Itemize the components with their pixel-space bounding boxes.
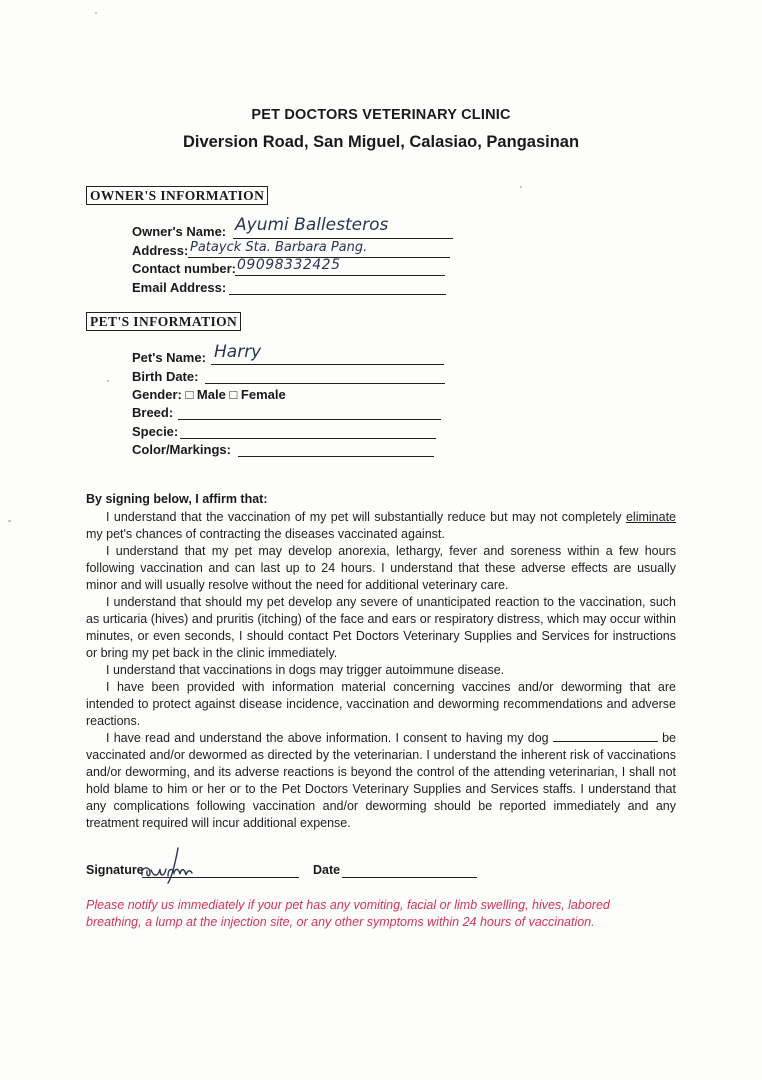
owner-email-label: Email Address: — [132, 280, 227, 295]
signature-stroke — [138, 843, 218, 885]
owner-name-label: Owner's Name: — [132, 224, 227, 239]
p6-end: be vaccinated and/or dewormed as directed by the veterinarian. I understand the inherent risk of vaccinations and/or deworming, and its adverse reactions is beyond the control of the attending veterinarian, I shall not hold blame to him or her or to the Pet Doctors Veterinary Supplies and Services staffs. I understand that any complications following vaccination and/or deworming should be reported immediately and any treatment required will incur additional expense. — [86, 731, 676, 830]
pet-name-value: Harry — [214, 342, 262, 362]
date-line — [342, 877, 477, 878]
pet-name-line — [211, 364, 444, 365]
p1-underlined: eliminate — [625, 510, 676, 524]
pet-birth-field — [132, 369, 198, 385]
affirmation-heading: By signing below, I affirm that: — [86, 492, 268, 506]
pet-color-line — [238, 456, 434, 457]
affirmation-paragraph-3: I understand that should my pet develop any severe of unanticipated reaction to the vaccination, such as urticaria (hives) and pruritis (itching) of the face and ears or respiratory distress, which may occur within minutes, or even seconds, I should contact Pet Doctors Veterinary Supplies and Services for instructions or bring my pet back in the clinic immediately. — [86, 595, 676, 660]
owner-address-field — [132, 240, 368, 259]
owner-name-value: Ayumi Ballesteros — [235, 215, 389, 235]
affirmation-paragraph-2: I understand that my pet may develop anorexia, lethargy, fever and soreness within a few hours following vaccination and can last up to 24 hours. I understand that these adverse effects are usually minor and will usually resolve without the need for additional veterinary care. — [86, 544, 676, 592]
owner-name-field — [132, 215, 389, 240]
p1-end: my pet's chances of contracting the diseases vaccinated against. — [86, 527, 445, 541]
pet-section-title: PET'S INFORMATION — [86, 312, 241, 331]
owner-contact-label: Contact number: — [132, 261, 236, 276]
pet-breed-label: Breed: — [132, 405, 174, 420]
affirmation-paragraph-6 — [86, 730, 676, 832]
owner-contact-line — [235, 275, 445, 276]
pet-specie-label: Specie: — [132, 424, 179, 439]
owner-address-value: Patayck Sta. Barbara Pang. — [190, 240, 368, 255]
p6-start: I have read and understand the above information. I consent to having my dog — [106, 731, 553, 745]
affirmation-paragraph-1 — [86, 509, 676, 543]
owner-contact-field — [132, 257, 341, 277]
pet-specie-field — [132, 424, 178, 440]
scan-speck — [95, 12, 97, 14]
clinic-address: Diversion Road, San Miguel, Calasiao, Pangasinan — [182, 133, 580, 151]
date-label: Date — [313, 863, 341, 877]
handwritten-signature — [138, 843, 218, 890]
pet-name-label: Pet's Name: — [132, 350, 206, 365]
owner-email-field — [132, 280, 226, 296]
scan-speck — [8, 520, 11, 522]
owner-email-line — [229, 294, 446, 295]
pet-gender-field — [132, 387, 286, 403]
owner-contact-value: 09098332425 — [237, 257, 341, 273]
scan-speck — [520, 186, 522, 188]
dog-name-blank — [553, 731, 658, 742]
pet-color-label: Color/Markings: — [132, 442, 231, 457]
clinic-name: PET DOCTORS VETERINARY CLINIC — [251, 107, 511, 123]
pet-breed-line — [178, 419, 441, 420]
owner-name-line — [233, 238, 453, 239]
owner-section-title: OWNER'S INFORMATION — [86, 186, 268, 205]
affirmation-body — [86, 509, 676, 832]
affirmation-paragraph-4: I understand that vaccinations in dogs may trigger autoimmune disease. — [106, 663, 505, 677]
pet-gender-label: Gender: □ Male □ Female — [132, 387, 286, 402]
pet-birth-label: Birth Date: — [132, 369, 199, 384]
pet-birth-line — [205, 383, 445, 384]
pet-name-field — [132, 342, 262, 366]
scan-speck — [107, 380, 109, 382]
aftercare-notice: Please notify us immediately if your pet has any vomiting, facial or limb swelling, hives, labored breathing, a lump at the injection site, or any other symptoms within 24 hours of vaccination. — [86, 898, 610, 929]
pet-breed-field — [132, 405, 173, 421]
affirmation-paragraph-5: I have been provided with information material concerning vaccines and/or deworming that are intended to protect against disease incidence, vaccination and deworming recommendations and adverse reactions. — [86, 680, 676, 728]
pet-color-field — [132, 442, 231, 458]
p1-start: I understand that the vaccination of my pet will substantially reduce but may not completely — [106, 510, 622, 524]
owner-address-label: Address: — [132, 243, 189, 258]
pet-specie-line — [180, 438, 436, 439]
signature-label: Signature — [86, 863, 144, 877]
